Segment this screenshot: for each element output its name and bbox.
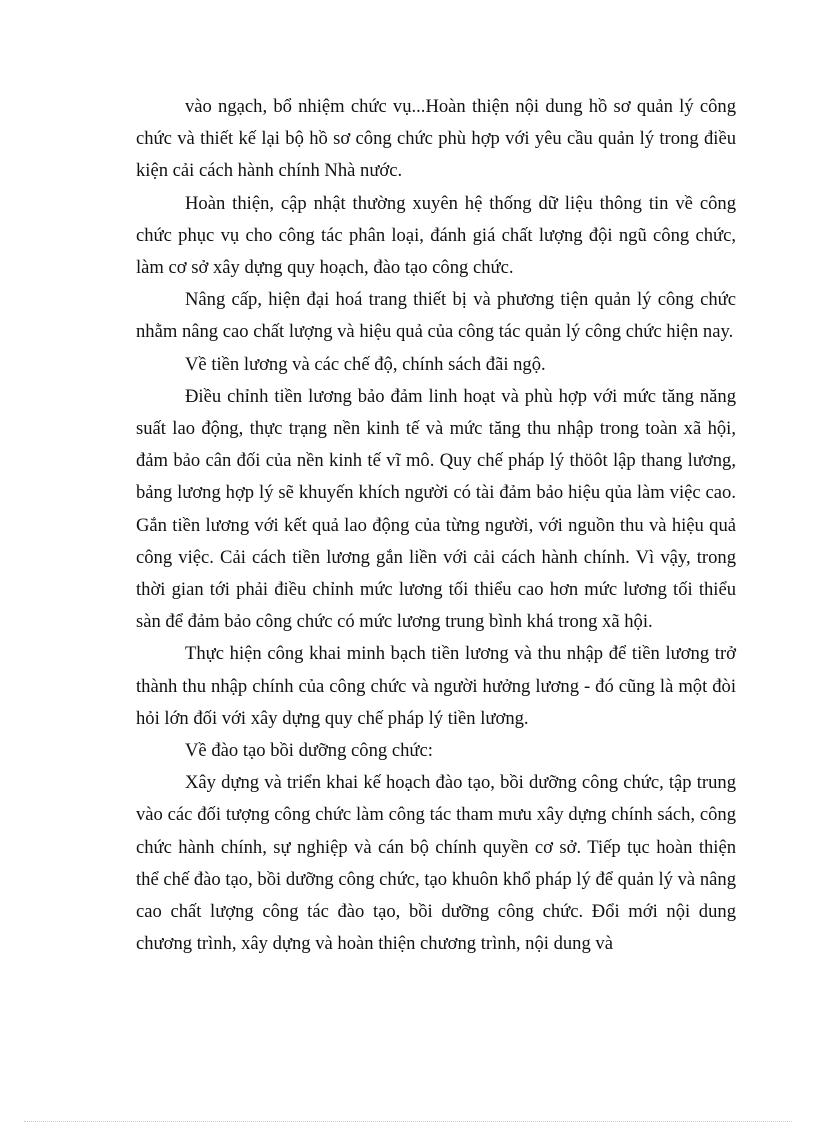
- paragraph-continuation: vào ngạch, bổ nhiệm chức vụ...Hoàn thiện nội dung hồ sơ quản lý công chức và thiết kế lại bộ hồ sơ công chức phù hợp với yêu cầu quản lý trong điều kiện cải cách hành chính Nhà nước.: [136, 96, 736, 182]
- document-body: [136, 91, 736, 960]
- section-heading-salary: Về tiền lương và các chế độ, chính sách đãi ngộ.: [185, 353, 546, 375]
- paragraph-equipment-upgrade: Nâng cấp, hiện đại hoá trang thiết bị và phương tiện quản lý công chức nhằm nâng cao chất lượng và hiệu quả của công tác quản lý công chức hiện nay.: [136, 289, 736, 343]
- paragraph-data-update: Hoàn thiện, cập nhật thường xuyên hệ thống dữ liệu thông tin về công chức phục vụ cho công tác phân loại, đánh giá chất lượng đội ngũ công chức, làm cơ sở xây dựng quy hoạch, đào tạo công chức.: [136, 192, 736, 279]
- paragraph-training-plan: Xây dựng và triển khai kế hoạch đào tạo, bồi dưỡng công chức, tập trung vào các đối tượng công chức làm công tác tham mưu xây dựng chính sách, công chức hành chính, sự nghiệp và cán bộ chính quyền cơ sở. Tiếp tục hoàn thiện thể chế đào tạo, bồi dưỡng công chức, tạo khuôn khổ pháp lý để quản lý và nâng cao chất lượng công tác đào tạo, bồi dưỡng công chức. Đổi mới nội dung chương trình, xây dựng và hoàn thiện chương trình, nội dung và: [136, 772, 736, 955]
- section-heading-training: Về đào tạo bồi dưỡng công chức:: [185, 740, 433, 762]
- paragraph-salary-adjustment: Điều chỉnh tiền lương bảo đảm linh hoạt và phù hợp với mức tăng năng suất lao động, thực trạng nền kinh tế và mức tăng thu nhập trong toàn xã hội, đảm bảo cân đối của nền kinh tế vĩ mô. Quy chế pháp lý thöôt lập thang lương, bảng lương hợp lý sẽ khuyến khích người có tài đảm bảo hiệu qủa làm việc cao. Gắn tiền lương với kết quả lao động của từng người, với nguồn thu và hiệu quả công việc. Cải cách tiền lương gắn liền với cải cách hành chính. Vì vậy, trong thời gian tới phải điều chỉnh mức lương tối thiểu cao hơn mức lương tối thiểu sàn để đảm bảo công chức có mức lương trung bình khá trong xã hội.: [136, 385, 736, 633]
- paragraph-salary-transparency: Thực hiện công khai minh bạch tiền lương và thu nhập để tiền lương trở thành thu nhập chính của công chức và người hưởng lương - đó cũng là một đòi hỏi lớn đối với xây dựng quy chế pháp lý tiền lương.: [136, 643, 736, 729]
- page-bottom-border: [24, 1121, 792, 1122]
